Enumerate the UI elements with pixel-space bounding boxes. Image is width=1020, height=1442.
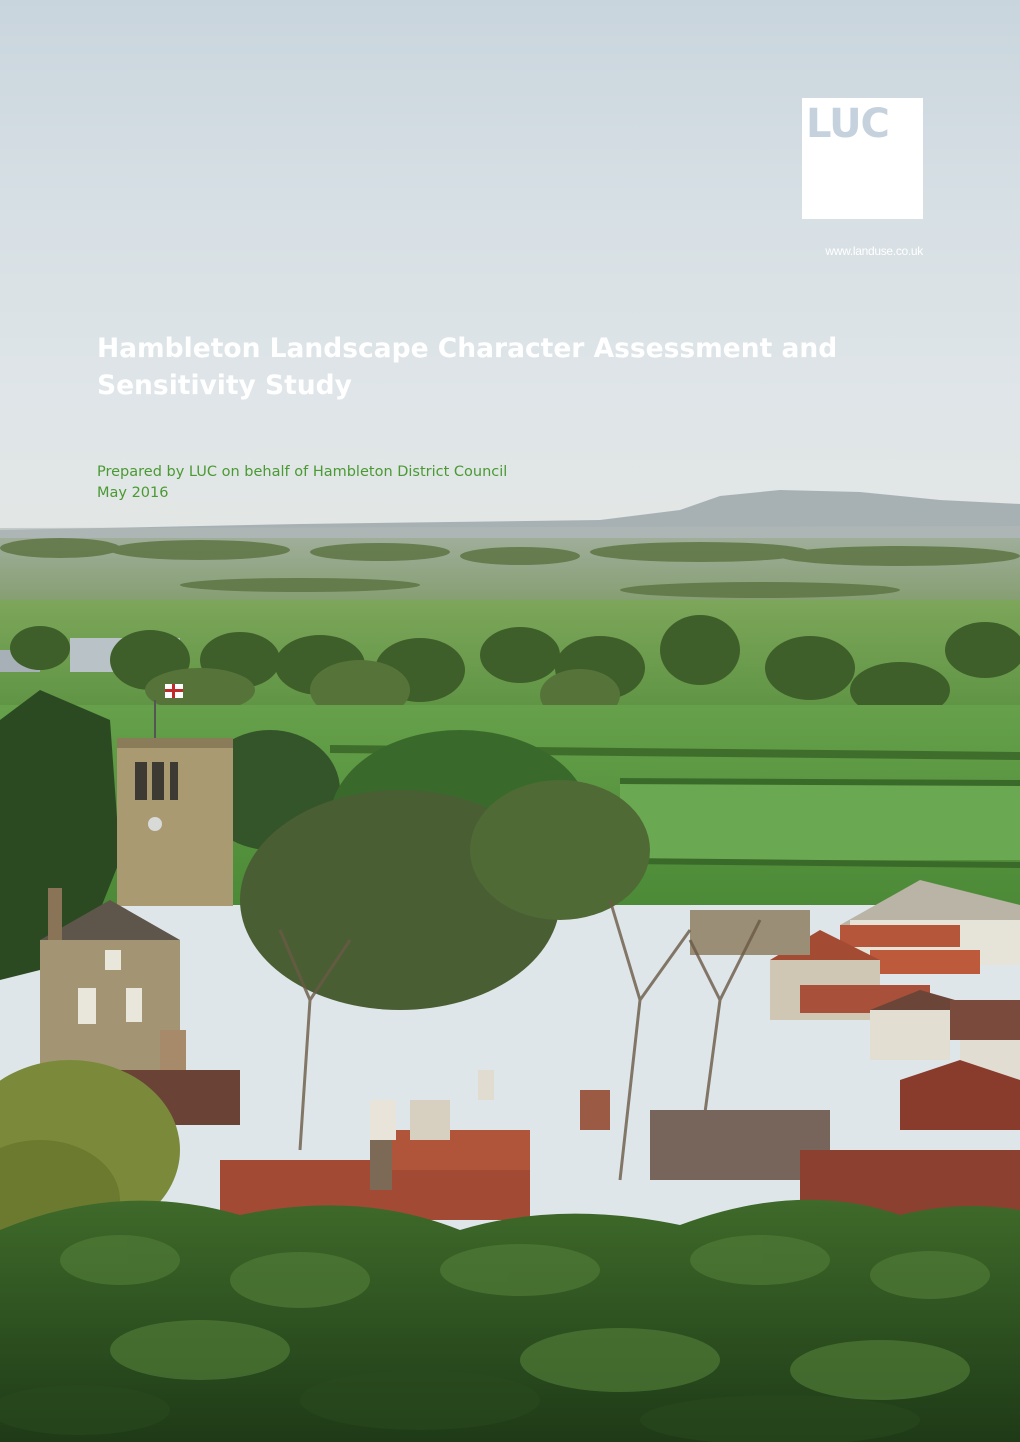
document-title-line1: Hambleton Landscape Character Assessment and — [97, 333, 838, 364]
website-url: www.landuse.co.uk — [825, 244, 923, 258]
document-title — [97, 330, 957, 404]
luc-logo-text: LUC — [806, 101, 889, 147]
prepared-by-text: Prepared by LUC on behalf of Hambleton District Council — [97, 464, 508, 480]
document-subtitle — [97, 462, 697, 504]
publication-date: May 2016 — [97, 485, 169, 501]
document-title-line2: Sensitivity Study — [97, 370, 352, 401]
